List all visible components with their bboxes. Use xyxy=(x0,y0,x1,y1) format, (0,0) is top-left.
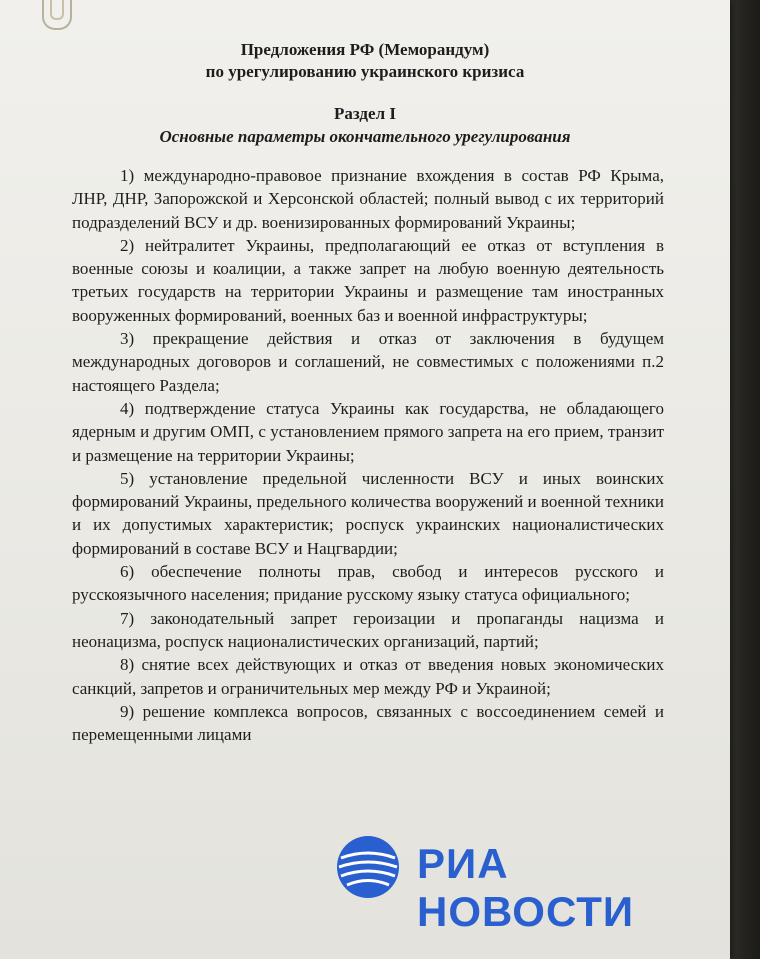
globe-logo-icon xyxy=(335,834,401,900)
list-item: 4) подтверждение статуса Украины как государства, не обладающего ядерным и другим ОМП, с установлением прямого запрета на его прием, транзит и размещение на территории Украины; xyxy=(72,398,664,465)
document-body xyxy=(72,164,664,746)
section-heading: Раздел I xyxy=(334,104,396,123)
document-title: Предложения РФ (Меморандум) xyxy=(240,40,490,59)
section-subtitle: Основные параметры окончательного урегулирования xyxy=(159,127,571,146)
list-item: 6) обеспечение полноты прав, свобод и интересов русского и русскоязычного населения; придание русскому языку статуса официального; xyxy=(72,562,664,605)
paper-clip-inner xyxy=(50,0,64,20)
list-item: 7) законодательный запрет героизации и пропаганды нацизма и неонацизма, роспуск националистических организаций, партий; xyxy=(72,608,664,651)
document-subtitle: по урегулированию украинского кризиса xyxy=(205,62,525,81)
list-item: 1) международно-правовое признание вхождения в состав РФ Крыма, ЛНР, ДНР, Запорожской и Херсонской областей; полный вывод с их территорий подразделений ВСУ и др. военизированных формирований Украины; xyxy=(72,166,664,232)
ria-novosti-watermark xyxy=(335,830,735,935)
list-item: 3) прекращение действия и отказ от заключения в будущем международных договоров и соглашений, не совместимых с положениями п.2 настоящего Раздела; xyxy=(72,329,664,395)
list-item: 8) снятие всех действующих и отказ от введения новых экономических санкций, запретов и ограничительных мер между РФ и Украиной; xyxy=(72,655,664,698)
list-item: 9) решение комплекса вопросов, связанных с воссоединением семей и перемещенными лицами xyxy=(72,701,664,745)
list-item: 2) нейтралитет Украины, предполагающий ее отказ от вступления в военные союзы и коалиции, а также запрет на любую военную деятельность третьих государств на территории Украины и размещение там иностранных вооруженных формирований, военных баз и военной инфраструктуры; xyxy=(72,235,664,325)
list-item: 5) установление предельной численности ВСУ и иных воинских формирований Украины, предельного количества вооружений и военной техники и их допустимых характеристик; роспуск украинских националистических формирований в составе ВСУ и Нацгвардии; xyxy=(72,468,664,558)
watermark-text: РИА НОВОСТИ xyxy=(417,840,635,935)
